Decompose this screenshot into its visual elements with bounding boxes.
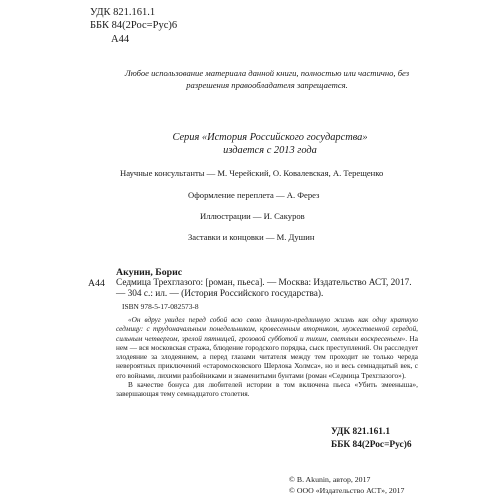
series-title bbox=[120, 131, 420, 157]
series-line-1: Серия «История Российского государства» bbox=[172, 132, 368, 143]
annotation-paragraph-1 bbox=[116, 316, 418, 381]
top-author-sign: А44 bbox=[111, 34, 130, 45]
credit-illustrations: Иллюстрации — И. Сакуров bbox=[200, 211, 305, 221]
catalog-description: Седмица Трехглазого: [роман, пьеса]. — Москва: Издательство АСТ, 2017. — 304 с.: ил. — (История Российского государства). bbox=[116, 278, 412, 299]
isbn: ISBN 978-5-17-082573-8 bbox=[122, 302, 199, 311]
top-udc: УДК 821.161.1 bbox=[90, 7, 156, 18]
credit-headpieces: Заставки и концовки — М. Душин bbox=[188, 232, 315, 242]
catalog-code: А44 bbox=[88, 278, 105, 289]
annotation-quote: «Он вдруг увидел перед собой всю свою длинную-предлинную жизнь как одну краткую седмицу: с трудоначальным понедельником, кровесенным вторником, мужественной середой, сильным четвергом, зрелой пятницей, грозовой субботой и тихим, светлым воскресеньем» bbox=[116, 316, 418, 343]
annotation-body: . На нем — вся московская стража, блюдение городского порядка, сыск преступлений. Он расследует злодеяние за злодеянием, а перед глазами читателя между тем проходит не только череда невероятных приключений «старомосковского Шерлока Холмса», но и весь семнадцатый век, с его войнами, лихими разбойниками и знаменитыми бунтами (роман «Седмица Трехглазого»). bbox=[116, 334, 418, 380]
annotation bbox=[116, 316, 418, 399]
credit-cover: Оформление переплета — А. Ферез bbox=[188, 190, 320, 200]
annotation-paragraph-2: В качестве бонуса для любителей истории в том включена пьеса «Убить змеенышa», завершающая тему семнадцатого столетия. bbox=[116, 380, 418, 398]
copyright-publisher: © ООО «Издательство АСТ», 2017 bbox=[289, 486, 405, 495]
credit-consultants: Научные консультанты — М. Черейский, О. Ковалевская, А. Терещенко bbox=[120, 168, 384, 178]
copyright-author: © B. Akunin, автор, 2017 bbox=[289, 475, 371, 484]
top-bbk: ББК 84(2Рос=Рус)6 bbox=[90, 20, 178, 31]
copyright-notice: Любое использование материала данной книги, полностью или частично, без разрешения правообладателя запрещается. bbox=[124, 68, 410, 90]
bottom-udc: УДК 821.161.1 bbox=[331, 427, 391, 437]
bottom-bbk: ББК 84(2Рос=Рус)6 bbox=[331, 440, 412, 450]
series-line-2: издается с 2013 года bbox=[223, 145, 317, 156]
catalog-author: Акунин, Борис bbox=[116, 267, 183, 278]
